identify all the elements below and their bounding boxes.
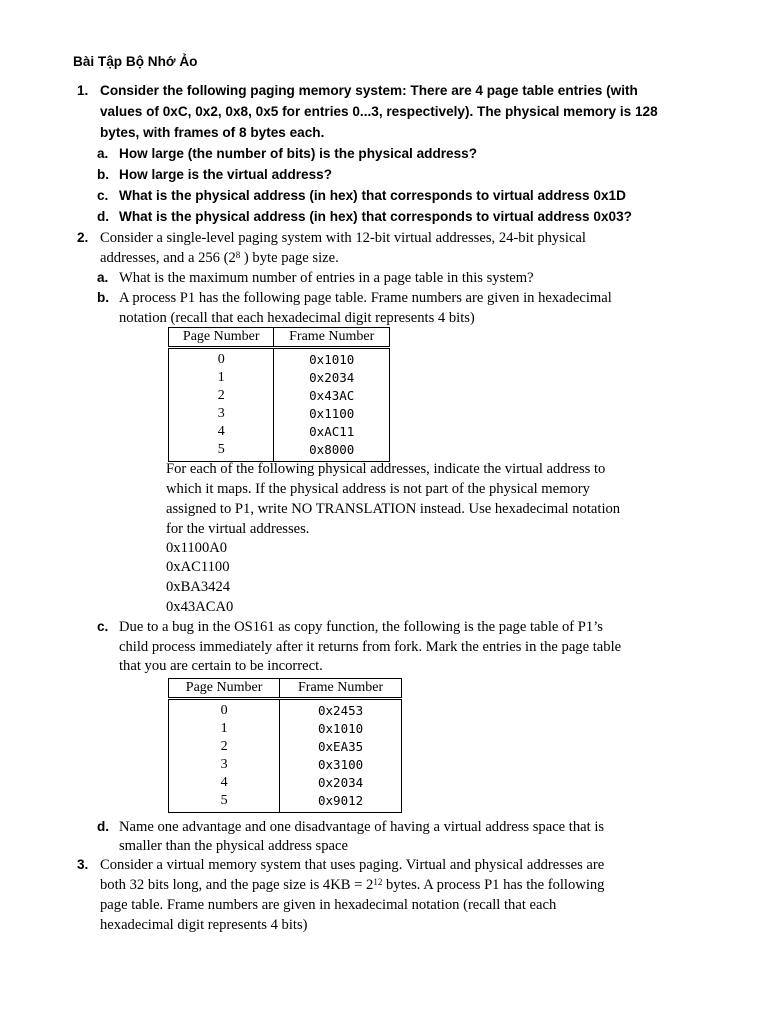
frame-number-cell: 0x2034: [309, 370, 355, 385]
page-table-p1: [168, 327, 390, 462]
page-number-cell: 5: [169, 792, 280, 813]
page-number-cell: 5: [169, 441, 274, 462]
frame-number-cell: 0x43AC: [309, 388, 355, 403]
question-2d-text-line: smaller than the physical address space: [119, 838, 348, 854]
question-2c-text-line: Due to a bug in the OS161 as copy function, the following is the page table of P1’s: [119, 619, 603, 635]
table-row: [169, 699, 402, 721]
page-number-cell: 2: [169, 738, 280, 756]
physical-address-item: 0x43ACA0: [166, 599, 234, 615]
physical-address-item: 0xAC1100: [166, 559, 230, 575]
question-1-text-line: bytes, with frames of 8 bytes each.: [100, 125, 325, 140]
question-1a-label: a.: [97, 146, 109, 161]
page-number-cell: 0: [169, 699, 280, 721]
table-row: [169, 348, 390, 370]
question-1c-text: What is the physical address (in hex) that corresponds to virtual address 0x1D: [119, 188, 626, 203]
column-header-frame-number: Frame Number: [280, 679, 402, 699]
frame-number-cell: 0x2453: [280, 699, 402, 721]
question-2b-label: b.: [97, 290, 110, 305]
question-2c-text-line: child process immediately after it returns from fork. Mark the entries in the page table: [119, 639, 622, 655]
question-1d-label: d.: [97, 209, 110, 224]
frame-number-cell: 0x1100: [309, 406, 355, 421]
page-number-cell: 4: [169, 774, 280, 792]
column-header-page-number: Page Number: [169, 679, 280, 699]
question-3-text-line: hexadecimal digit represents 4 bits): [100, 917, 308, 933]
question-1-text-line: values of 0xC, 0x2, 0x8, 0x5 for entries 0...3, respectively). The physical memory is 128: [100, 104, 658, 119]
table-row: [169, 405, 390, 423]
question-3-text-line: both 32 bits long, and the page size is $4KB = 2^{12}$ bytes. A process P1 has the following: [100, 877, 605, 893]
table-row: [169, 423, 390, 441]
question-1d-text: What is the physical address (in hex) that corresponds to virtual address 0x03?: [119, 209, 632, 224]
table-row: [169, 792, 402, 813]
question-2a-text: What is the maximum number of entries in a page table in this system?: [119, 270, 534, 286]
question-3-number: 3.: [77, 857, 89, 872]
question-1-text-line: Consider the following paging memory system: There are 4 page table entries (with: [100, 83, 638, 98]
table-row: [169, 738, 402, 756]
table-row: [169, 387, 390, 405]
physical-address-item: 0xBA3424: [166, 579, 231, 595]
page-number-cell: 1: [169, 720, 280, 738]
question-2c-label: c.: [97, 619, 109, 634]
question-2-text-line: addresses, and a 256 ($2^8$ ) byte page size.: [100, 250, 339, 266]
question-1a-text: How large (the number of bits) is the physical address?: [119, 146, 478, 161]
frame-number-cell: 0x9012: [318, 793, 364, 808]
question-2-number: 2.: [77, 230, 89, 245]
page-number-cell: 1: [169, 369, 274, 387]
frame-number-cell: 0x3100: [318, 757, 364, 772]
question-2b-followup-line: which it maps. If the physical address is not part of the physical memory: [166, 481, 590, 497]
frame-number-cell: 0x1010: [318, 721, 364, 736]
question-1b-text: How large is the virtual address?: [119, 167, 333, 182]
frame-number-cell: 0xEA35: [318, 739, 364, 754]
question-2b-followup-line: for the virtual addresses.: [166, 521, 310, 537]
table-row: [169, 720, 402, 738]
question-3-text-line: page table. Frame numbers are given in hexadecimal notation (recall that each: [100, 897, 557, 913]
question-2b-text-line: A process P1 has the following page table. Frame numbers are given in hexadecimal: [119, 290, 612, 306]
frame-number-cell: 0x8000: [309, 442, 355, 457]
table-row: [169, 756, 402, 774]
question-2-text-line: Consider a single-level paging system with 12-bit virtual addresses, 24-bit physical: [100, 230, 586, 246]
question-1c-label: c.: [97, 188, 109, 203]
question-2b-followup-line: assigned to P1, write NO TRANSLATION instead. Use hexadecimal notation: [166, 501, 621, 517]
question-2c-text-line: that you are certain to be incorrect.: [119, 658, 323, 674]
question-1-number: 1.: [77, 83, 89, 98]
page-number-cell: 4: [169, 423, 274, 441]
frame-number-cell: 0xAC11: [309, 424, 355, 439]
page-number-cell: 0: [169, 348, 274, 370]
question-3-text-line: Consider a virtual memory system that uses paging. Virtual and physical addresses are: [100, 857, 605, 873]
page-table-child: [168, 678, 402, 813]
question-2d-text-line: Name one advantage and one disadvantage of having a virtual address space that is: [119, 819, 605, 835]
question-2b-followup-line: For each of the following physical addresses, indicate the virtual address to: [166, 461, 606, 477]
page-number-cell: 3: [169, 405, 274, 423]
page-number-cell: 3: [169, 756, 280, 774]
question-2d-label: d.: [97, 819, 110, 834]
question-2a-label: a.: [97, 270, 109, 285]
frame-number-cell: 0x2034: [318, 775, 364, 790]
physical-address-item: 0x1100A0: [166, 540, 228, 556]
question-1b-label: b.: [97, 167, 110, 182]
question-2b-text-line: notation (recall that each hexadecimal digit represents 4 bits): [119, 310, 475, 326]
frame-number-cell: 0x1010: [274, 348, 390, 370]
column-header-page-number: Page Number: [169, 328, 274, 348]
page-number-cell: 2: [169, 387, 274, 405]
table-row: [169, 369, 390, 387]
table-row: [169, 774, 402, 792]
page-title: Bài Tập Bộ Nhớ Ảo: [73, 54, 198, 69]
column-header-frame-number: Frame Number: [274, 328, 390, 348]
